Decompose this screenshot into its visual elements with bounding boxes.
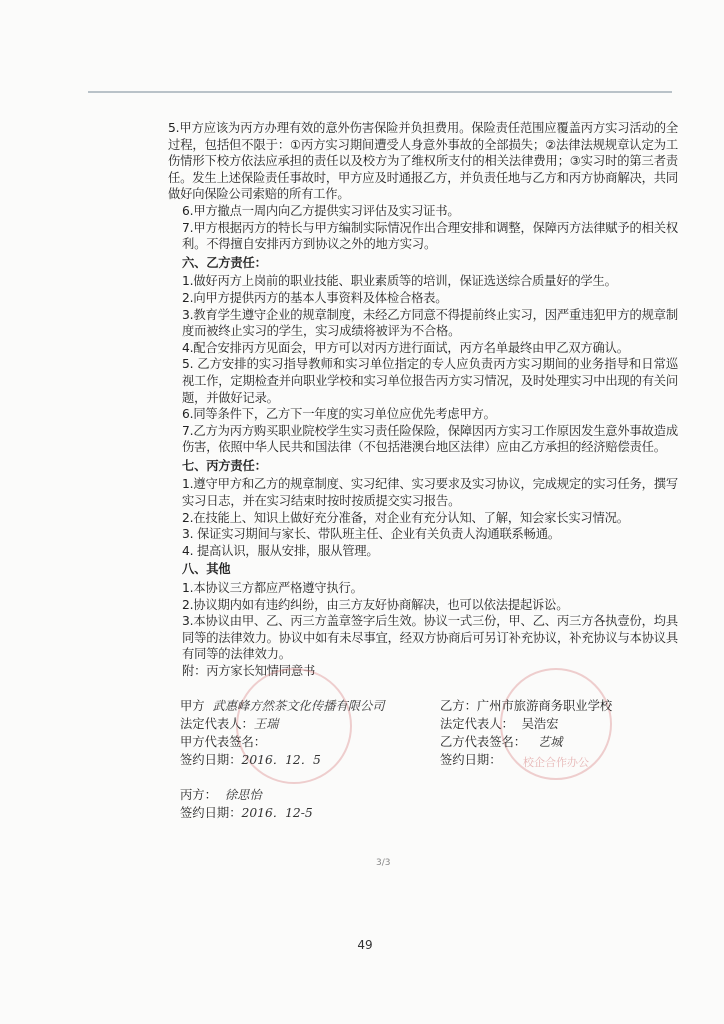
clause-d2: 2.协议期内如有违约纠纷，由三方友好协商解决，也可以依法提起诉讼。 bbox=[182, 597, 569, 612]
party-b-date-label: 签约日期： bbox=[440, 753, 502, 767]
party-a-label: 甲方 bbox=[180, 699, 205, 713]
party-c-signature-block bbox=[180, 786, 313, 822]
party-b-agent-label: 乙方代表签名： bbox=[440, 735, 527, 749]
clause-c4: 4. 提高认识，服从安排，服从管理。 bbox=[182, 543, 379, 558]
attachment-note: 附：丙方家长知情同意书 bbox=[182, 664, 316, 678]
clause-c2: 2.在技能上、知识上做好充分准备，对企业有充分认知、了解，知会家长实习情况。 bbox=[182, 510, 629, 525]
clause-d1: 1.本协议三方都应严格遵守执行。 bbox=[182, 581, 363, 596]
section-title-party-c: 七、丙方责任： bbox=[182, 458, 267, 473]
clause-b2: 2.向甲方提供丙方的基本人事资料及体检合格表。 bbox=[182, 290, 448, 305]
party-a-company-handwritten: 武惠峰方然茶文化传播有限公司 bbox=[212, 699, 385, 713]
top-rule bbox=[88, 91, 672, 93]
clause-c1: 1.遵守甲方和乙方的规章制度、实习纪律、实习要求及实习协议，完成规定的实习任务，撰写实习日志，并在实习结束时按时按质提交实习报告。 bbox=[182, 477, 678, 509]
party-a-date-handwritten: 2016．12．5 bbox=[241, 753, 321, 767]
clause-b7: 7.乙方为丙方购买职业院校学生实习责任险保险，保障因丙方实习工作原因发生意外事故造成伤害，依照中华人民共和国法律（不包括港澳台地区法律）应由乙方承担的经济赔偿责任。 bbox=[182, 423, 678, 455]
clause-d3: 3.本协议由甲、乙、丙三方盖章签字后生效。协议一式三份，甲、乙、丙三方各执壹份，均具同等的法律效力。协议中如有未尽事宜，经双方协商后可另订补充协议，补充协议与本协议具有同等的法律效力。 bbox=[182, 614, 678, 662]
clause-b3: 3.教育学生遵守企业的规章制度，未经乙方同意不得提前终止实习，因严重违犯甲方的规章制度而被终止实习的学生，实习成绩将被评为不合格。 bbox=[182, 307, 678, 339]
party-a-agent-label: 甲方代表签名： bbox=[180, 735, 267, 749]
clause-b5: 5. 乙方安排的实习指导教师和实习单位指定的专人应负责丙方实习期间的业务指导和日常巡视工作，定期检查并向职业学校和实习单位报告丙方实习情况，及时处理实习中出现的有关问题，并做好记录。 bbox=[182, 357, 678, 405]
party-b-seal-text: 校企合作办公 bbox=[523, 756, 589, 769]
clause-c3: 3. 保证实习期间与家长、带队班主任、企业有关负责人沟通联系畅通。 bbox=[182, 527, 560, 542]
section-title-party-b: 六、乙方责任： bbox=[182, 255, 267, 270]
party-c-date-handwritten: 2016．12-5 bbox=[241, 806, 313, 820]
party-b-legal-rep: 吴浩宏 bbox=[521, 717, 559, 731]
party-a-legal-rep-label: 法定代表人： bbox=[180, 717, 254, 731]
clause-a6: 6.甲方撤点一周内向乙方提供实习评估及实习证书。 bbox=[182, 203, 460, 218]
party-c-label: 丙方： bbox=[180, 788, 217, 802]
party-c-date-label: 签约日期： bbox=[180, 806, 242, 820]
section-title-other: 八、其他 bbox=[182, 562, 231, 577]
clause-b6: 6.同等条件下，乙方下一年度的实习单位应优先考虑甲方。 bbox=[182, 407, 496, 422]
party-b-signature-block bbox=[440, 697, 612, 769]
party-a-date-label: 签约日期： bbox=[180, 753, 242, 767]
page-fraction: 3/3 bbox=[376, 858, 391, 868]
party-b-company: 广州市旅游商务职业学校 bbox=[476, 699, 613, 713]
agreement-body bbox=[168, 120, 678, 680]
clause-b1: 1.做好丙方上岗前的职业技能、职业素质等的培训，保证选送综合质量好的学生。 bbox=[182, 274, 617, 289]
party-a-legal-rep-handwritten: 王瑞 bbox=[253, 717, 279, 731]
party-b-legal-rep-label: 法定代表人： bbox=[440, 717, 514, 731]
party-c-name-handwritten: 徐思怡 bbox=[224, 788, 262, 802]
party-b-label: 乙方： bbox=[440, 699, 477, 713]
party-a-signature-block bbox=[180, 697, 385, 769]
page-number: 49 bbox=[357, 938, 373, 952]
clause-a5: 5.甲方应该为丙方办理有效的意外伤害保险并负担费用。保险责任范围应覆盖丙方实习活动的全过程，包括但不限于：①丙方实习期间遭受人身意外事故的全部损失；②法律法规规章认定为工伤情形下校方依法应承担的责任以及校方为了维权所支付的相关法律费用；③实习时的第三者责任。发生上述保险责任事故时，甲方应及时通报乙方，并负责任地与乙方和丙方协商解决，共同做好向保险公司索赔的所有工作。 bbox=[168, 121, 678, 202]
party-b-agent-handwritten: 艺城 bbox=[537, 735, 563, 749]
clause-b4: 4.配合安排丙方见面会，甲方可以对丙方进行面试，丙方名单最终由甲乙双方确认。 bbox=[182, 340, 629, 355]
clause-a7: 7.甲方根据丙方的特长与甲方编制实际情况作出合理安排和调整，保障丙方法律赋予的相关权利。不得擅自安排丙方到协议之外的地方实习。 bbox=[182, 220, 678, 252]
